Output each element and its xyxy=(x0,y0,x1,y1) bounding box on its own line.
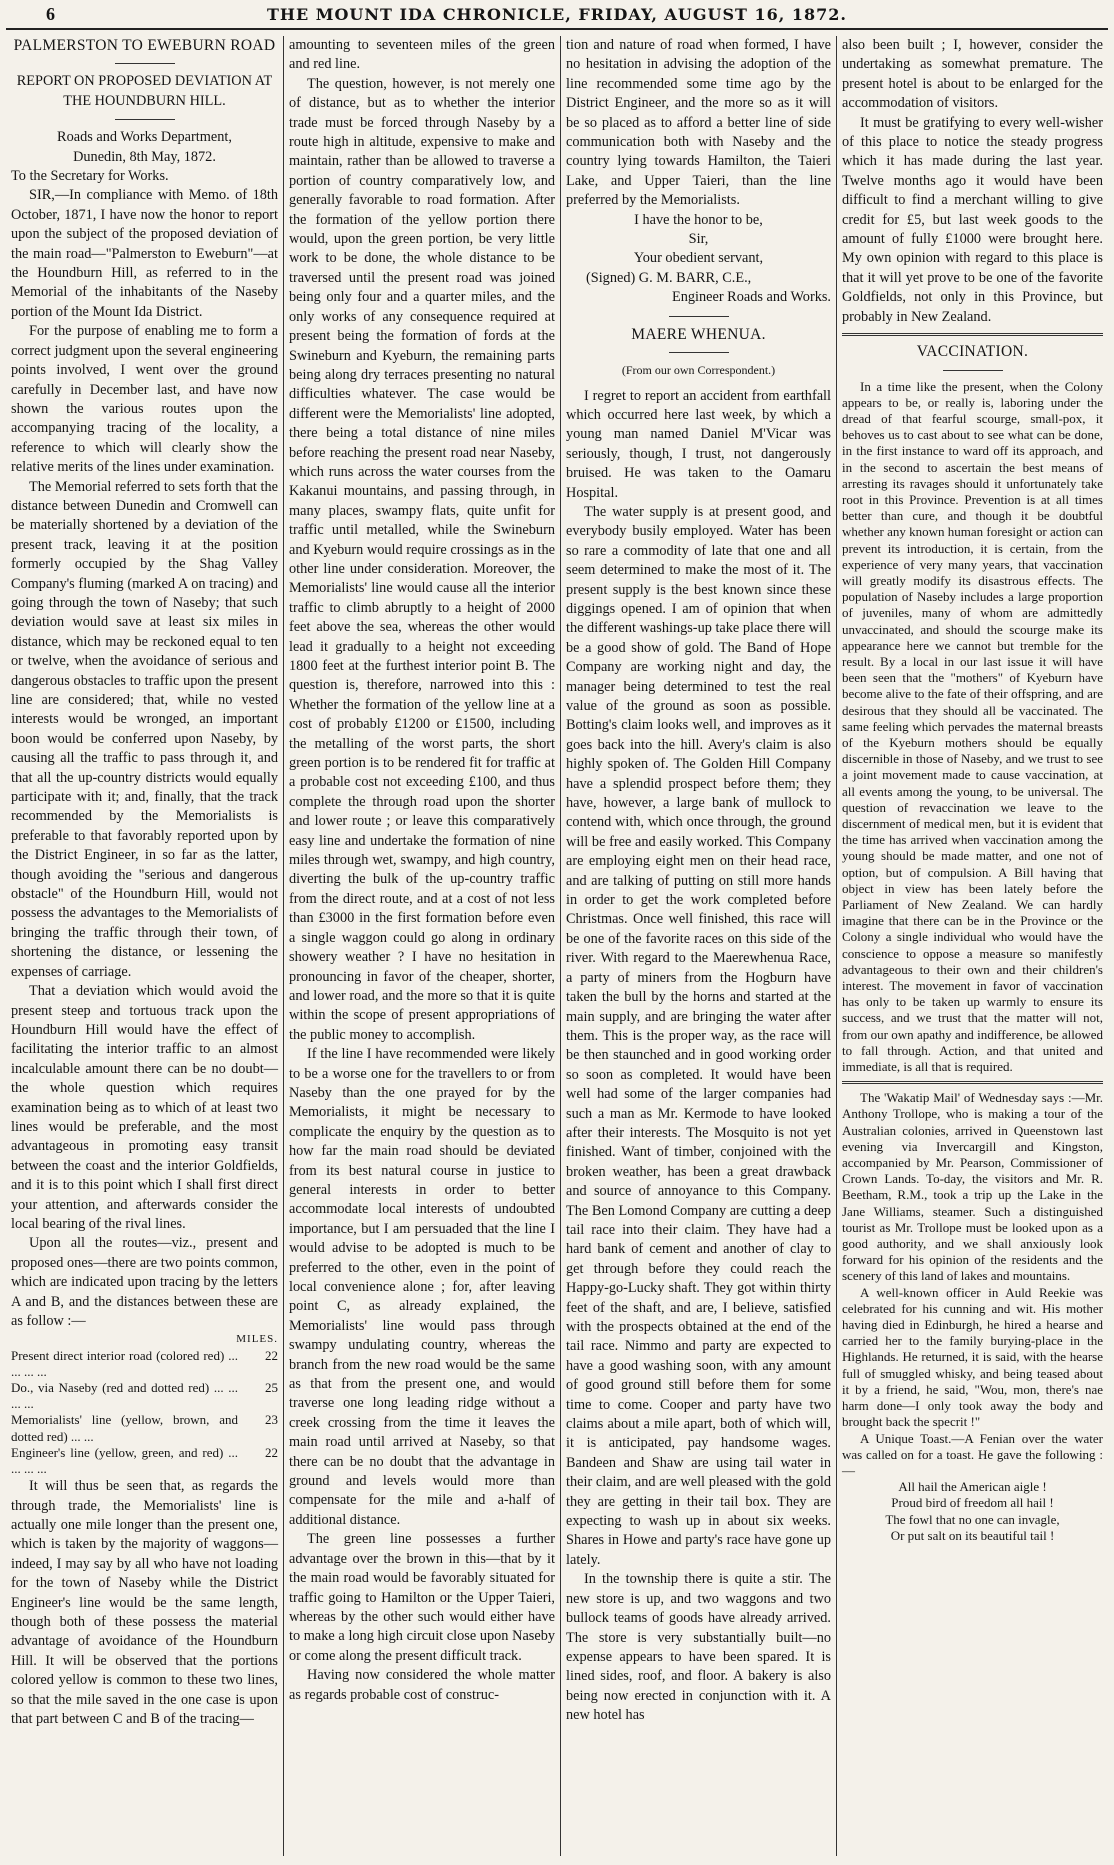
article-heading-road: PALMERSTON TO EWEBURN ROAD xyxy=(13,37,276,54)
paragraph: The Memorial referred to sets forth that the distance between Dunedin and Cromwell can be materially shortened by a deviation of the present track, leaving it at the position formerly occupied by the Shag Valley Company's fluming (marked A on tracing) and going through the town of Naseby; that such deviation would save at least six miles in distance, which may be reckoned equal to ten or twelve, when the avoidance of serious and dangerous obstacles to traffic upon the present line are considered; that, while no vested interests would be wronged, an important boon would be conferred upon Naseby, by causing all the traffic to pass through it, and that all the up-country districts would equally participate with it; and, finally, that the track recommended by the Memorialists is preferable to that favorably reported upon by the District Engineer, in so far as the latter, though avoiding the "serious and dangerous obstacle" of the Houndburn Hill, would not possess the advantages to the Memorialists of bringing the traffic through their town, of shortening the distance, or lessening the expenses of carriage. xyxy=(11,478,278,980)
paragraph: I regret to report an accident from earthfall which occurred here last week, by which a young man named Daniel M'Vicar was seriously, though, I trust, not dangerously bruised. He was taken to the Oamaru Hospital. xyxy=(566,387,831,501)
paragraph: The question, however, is not merely one of distance, but as to whether the interior trade must be forced through Naseby by a route high in altitude, expensive to make and maintain, rather than be allowed to traverse a portion of country comparatively low, and generally favorable to road formation. After the formation of the yellow portion there would, upon the green portion, be very little work to be done, the whole distance to be traversed until the present road was joined being only four and a quarter miles, and the only works of any consequence required at present being the formation of fords at the Swineburn and Kyeburn, the remaining parts being along dry terraces presenting no natural difficulties whatever. The case would be different were the Memorialists' line adopted, there being a total distance of nine miles before reaching the present road near Naseby, which runs across the water courses from the Kakanui mountains, and passing through, in many places, swampy flats, quite unfit for traffic until metalled, while the Swineburn and Kyeburn would require crossings as in the other line under consideration. Moreover, the Memorialists' line would cause all the interior traffic to climb abruptly to a height of 2000 feet above the sea, whereas the other would lead it gradually to a height not exceeding 1800 feet at the furthest interior point B. The question is, therefore, narrowed into this : Whether the formation of the yellow line at a cost of probably £1200 or £1500, including the metalling of the worst parts, the short green portion is to be rendered fit for traffic at a probable cost not exceeding £100, and thus complete the through road upon the shorter and lower route ; or leave this comparatively easy line and undertake the formation of nine miles through wet, swampy, and high country, diverting the bulk of the up-country traffic from the direct route, and at a cost of not less than £3000 in the first formation before even a single waggon could go along in ordinary showery weather ? I have no hesitation in pronouncing in favor of the cheaper, shorter, and lower road, and the more so that it is quite within the scope of present appropriations of the public money to accomplish. xyxy=(289,75,555,1043)
paragraph: The green line possesses a further advantage over the brown in this—that by it the main road would be favorably situated for traffic going to Hamilton or the Upper Taieri, whereas by the other such would either have to make a long high circuit close upon Naseby or come along the present difficult track. xyxy=(289,1531,555,1664)
paragraph: It must be gratifying to every well-wisher of this place to notice the steady progress which it has made during the last year. Twelve months ago it would have been difficult to find a merchant willing to give credit for £5, but last week goods to the amount of fully £1000 were brought here. My own opinion with regard to this place is that it will yet prove to be one of the favorite Goldfields, not only in this Province, but probably in New Zealand. xyxy=(842,114,1103,325)
department-line: Roads and Works Department, xyxy=(57,129,232,146)
divider xyxy=(669,316,729,317)
divider xyxy=(842,333,1103,336)
column-1 xyxy=(6,36,283,1856)
poem-line: The fowl that no one can invagle, xyxy=(885,1511,1060,1527)
report-title: REPORT ON PROPOSED DEVIATION AT THE HOUNDBURN HILL. xyxy=(16,73,273,109)
addressee: To the Secretary for Works. xyxy=(11,168,169,185)
paragraph: That a deviation which would avoid the present steep and tortuous track upon the Houndburn Hill would have the effect of facilitating the interior traffic to an almost incalculable amount there can be no doubt—the whole question which requires examination being as to which of at least two lines would be preferable, and the most advantageous in promoting easy transit between the coast and the interior Goldfields, and it is to this point which I shall first direct your attention, and afterwards consider the local bearing of the rival lines. xyxy=(11,983,278,1232)
divider xyxy=(115,63,175,64)
paragraph: It will thus be seen that, as regards the through trade, the Memorialists' line is actually one mile longer than the present one, which is taken by the majority of waggons—indeed, I may say by all who have not loading for the town of Naseby while the District Engineer's line would be the same length, though both of these possess the material advantage of avoidance of the Houndburn Hill. It will be observed that the portions colored yellow is common to these two lines, so that the mile saved in the one case is upon that part between C and B of the tracing— xyxy=(11,1478,278,1728)
table-row: Do., via Naseby (red and dotted red) ... ... ... ... 25 xyxy=(11,1380,278,1412)
paragraph: In a time like the present, when the Colony appears to be, or really is, laboring under the dread of that fearful scourge, small-pox, it behoves us to cast about to see what can be done, in the first instance to ward off its approach, and in the second to ascertain the best means of arresting its ravages should it unfortunately take root in this Province. Prevention is at all times better than cure, and though it be doubtful whether any known human foresight or action can prevent its introduction, it is certain, from the experience of very many years, that vaccination will greatly modify its disastrous effects. The population of Naseby includes a large proportion of juveniles, many of whom are admittedly unvaccinated, and should the scourge make its appearance here we cannot but tremble for the result. By a local in our last issue it will have been seen that the "mothers" of Kyeburn have become alive to the fate of their offspring, and are desirous that they should all be vaccinated. The same feeling which pervades the maternal breasts of the Kyeburn mothers should be equally discernible in those of Naseby, and we trust to see a joint movement made to cause vaccination, at all events among the young, to be universal. The question of revaccination we leave to the discernment of medical men, but it is evident that the time has arrived when vaccination among the young should be made matter, and one not of option, but of compulsion. A Bill having that object in view has been lately before the Parliament of New Zealand. We can hardly imagine that there can be in the Province or the Colony a single individual who would have the conscience to oppose a measure so manifestly advantageous to their own and their children's interest. The movement in favor of vaccination has only to be taken up warmly to ensure its success, and we trust that the matter will not, from our own apathy and indifference, be allowed to fall through. Action, and that united and immediate, is all that is required. xyxy=(842,378,1104,1075)
page-number: 6 xyxy=(46,4,55,24)
miles-header: MILES. xyxy=(236,1333,278,1346)
paragraph: SIR,—In compliance with Memo. of 18th October, 1871, I have now the honor to report upon the subject of the proposed deviation of the main road—"Palmerston to Eweburn"—at the Houndburn Hill, as referred to in the Memorial of the inhabitants of the Naseby portion of the Mount Ida District. xyxy=(11,187,278,320)
paragraph: For the purpose of enabling me to form a correct judgment upon the several engineering points involved, I went over the ground carefully in December last, and have now shown the various routes upon the accompanying tracing of the locality, a reference to which will clearly show the relative merits of the lines under examination. xyxy=(11,323,278,476)
poem-line: All hail the American aigle ! xyxy=(898,1479,1047,1495)
masthead xyxy=(6,4,1108,30)
newspaper-title: THE MOUNT IDA CHRONICLE, FRIDAY, AUGUST 16, 1872. xyxy=(266,5,847,24)
divider xyxy=(115,119,175,120)
paragraph: A well-known officer in Auld Reekie was celebrated for his cunning and wit. His mother having died in Edinburgh, he hired a hearse and carried her to the family burying-place in the Highlands. He returned, it is said, with the hearse full of smuggled whisky, and being teased about it by a friend, he said, "Wou, mon, there's nae harm done—I only took away the body and brought back the specrit !" xyxy=(842,1284,1103,1430)
column-4 xyxy=(836,36,1108,1856)
paragraph: tion and nature of road when formed, I have no hesitation in advising the adoption of the line recommended some time ago by the District Engineer, and the more so as it will be so placed as to afford a better line of side communication both with Naseby and the country lying towards Hamilton, the Taieri Lake, and Upper Taieri, than the line preferred by the Memorialists. xyxy=(566,37,831,209)
paragraph: A Unique Toast.—A Fenian over the water was called on for a toast. He gave the following :— xyxy=(842,1430,1103,1478)
salutation: Sir, xyxy=(688,231,709,248)
paragraph: Having now considered the whole matter as regards probable cost of construc- xyxy=(289,1667,555,1703)
table-row: Memorialists' line (yellow, brown, and dotted red) ... ... 23 xyxy=(11,1412,278,1444)
divider xyxy=(943,370,1003,371)
article-heading-maerewhenua: MAERE WHENUA. xyxy=(631,325,766,343)
paragraph: If the line I have recommended were likely to be a worse one for the travellers to or from Naseby than the one prayed for by the Memorialists, it might be necessary to complicate the enquiry by the question as to how far the main road should be deviated from its best natural course in justice to general interests in order to better accommodate local interests of undoubted importance, but I am persuaded that the line I would advise to be adopted is much to be preferred to the other, even in the point of local convenience alone ; for, after leaving point C, as already explained, the Memorialists' line would pass through swampy undulating country, whereas the branch from the new road would be the same as that from the present one, and would traverse one long leading ridge without a creek crossing from the time it leaves the main road until arrived at Naseby, so that there can be no doubt that the advantage in ground and levels would more than compensate for the mile and a-half of additional distance. xyxy=(289,1046,555,1528)
paragraph: The 'Wakatip Mail' of Wednesday says :—Mr. Anthony Trollope, who is making a tour of the Australian colonies, arrived in Queenstown last evening via Invercargill and Kingston, accompanied by Mr. Pearson, Commissioner of Crown Lands. To-day, the visitors and Mr. R. Beetham, R.M., took a trip up the Lake in the Jane Williams, steamer. Such a distinguished tourist as Mr. Trollope must be looked upon as a good authority, and we shall anxiously look forward for his opinion of the residents and the scenery of this land of lakes and mountains. xyxy=(842,1090,1103,1284)
signature: (Signed) G. M. BARR, C.E., xyxy=(586,269,752,286)
correspondent-note: (From our own Correspondent.) xyxy=(621,363,776,378)
paragraph: also been built ; I, however, consider the undertaking as somewhat premature. The present hotel is about to be enlarged for the accommodation of visitors. xyxy=(842,37,1103,112)
paragraph: In the township there is quite a stir. The new store is up, and two waggons and two bullock teams of goods have already arrived. The store is very substantially built—no expense appears to have been spared. It is lined sides, roof, and floor. A bakery is also being now erected in conjunction with it. A new hotel has xyxy=(566,1571,831,1724)
paragraph: The water supply is at present good, and everybody busily employed. Water has been so rare a commodity of late that one and all seem determined to make the most of it. The present supply is the best known since these diggings opened. I am of opinion that when the different washings-up take place there will be a good show of gold. The Band of Hope Company are working night and day, the manager being determined to test the real value of the ground as soon as possible. Botting's claim looks well, and improves as it goes back into the hill. Avery's claim is also highly spoken of. The Golden Hill Company have a splendid prospect before them; they have, however, a large bank of mullock to contend with, which once through, the ground will be free and easily worked. This Company are employing eight men on their head race, and are talking of putting on still more hands in order to get the work completed before Christmas. Once well finished, this race will be one of the favorite races on this side of the river. With regard to the Maerewhenua Race, a party of miners from the Hogburn have taken the bull by the horns and started at the main supply, and are bringing the water after them. This is the proper way, as the race will be then staunched and in good working order so soon as completed. It would have been well had some of the larger companies had such a man as Mr. Kermode to have looked after their interests. The Mosquito is not yet finished. Want of timber, conjoined with the broken weather, has been a great drawback and source of annoyance to this Company. The Ben Lomond Company are cutting a deep tail race into their claim. They have had a hard bank of cement and another of clay to get through before they could reach the Happy-go-Lucky shaft. They got within thirty feet of the shaft, and are, I believe, satisfied with the prospects obtained at the end of the tail race. Nimmo and party are expected to have a good washing soon, with any amount of good ground still before them for some time to come. Cooper and party have two claims about a mile apart, both of which will, it is anticipated, pay handsome wages. Bandeen and Shaw are using tail water in their claim, and are well pleased with the gold they are getting in their tail box. They are expecting to wash up in about six weeks. Shares in Howe and party's race have gone up lately. xyxy=(566,503,831,1568)
column-2 xyxy=(283,36,560,1856)
table-row: Engineer's line (yellow, green, and red) ... ... ... ... 22 xyxy=(11,1444,278,1477)
columns xyxy=(6,36,1108,1856)
paragraph: amounting to seventeen miles of the green and red line. xyxy=(289,37,555,73)
date-line: Dunedin, 8th May, 1872. xyxy=(73,148,216,165)
poem-line: Proud bird of freedom all hail ! xyxy=(891,1495,1054,1511)
paragraph: Upon all the routes—viz., present and proposed ones—there are two points common, which are indicated upon tracing by the letters A and B, and the distances between these are as follow :— xyxy=(11,1235,278,1329)
divider xyxy=(842,1081,1103,1084)
closing-servant: Your obedient servant, xyxy=(633,250,764,267)
closing-line: I have the honor to be, xyxy=(634,211,763,228)
poem-line: Or put salt on its beautiful tail ! xyxy=(890,1527,1055,1543)
divider xyxy=(669,352,729,353)
table-row: Present direct interior road (colored red) ... ... ... ... 22 xyxy=(11,1347,278,1379)
distance-table xyxy=(11,1331,278,1477)
column-3 xyxy=(560,36,836,1856)
signature-role: Engineer Roads and Works. xyxy=(672,289,831,306)
article-heading-vaccination: VACCINATION. xyxy=(916,343,1029,361)
